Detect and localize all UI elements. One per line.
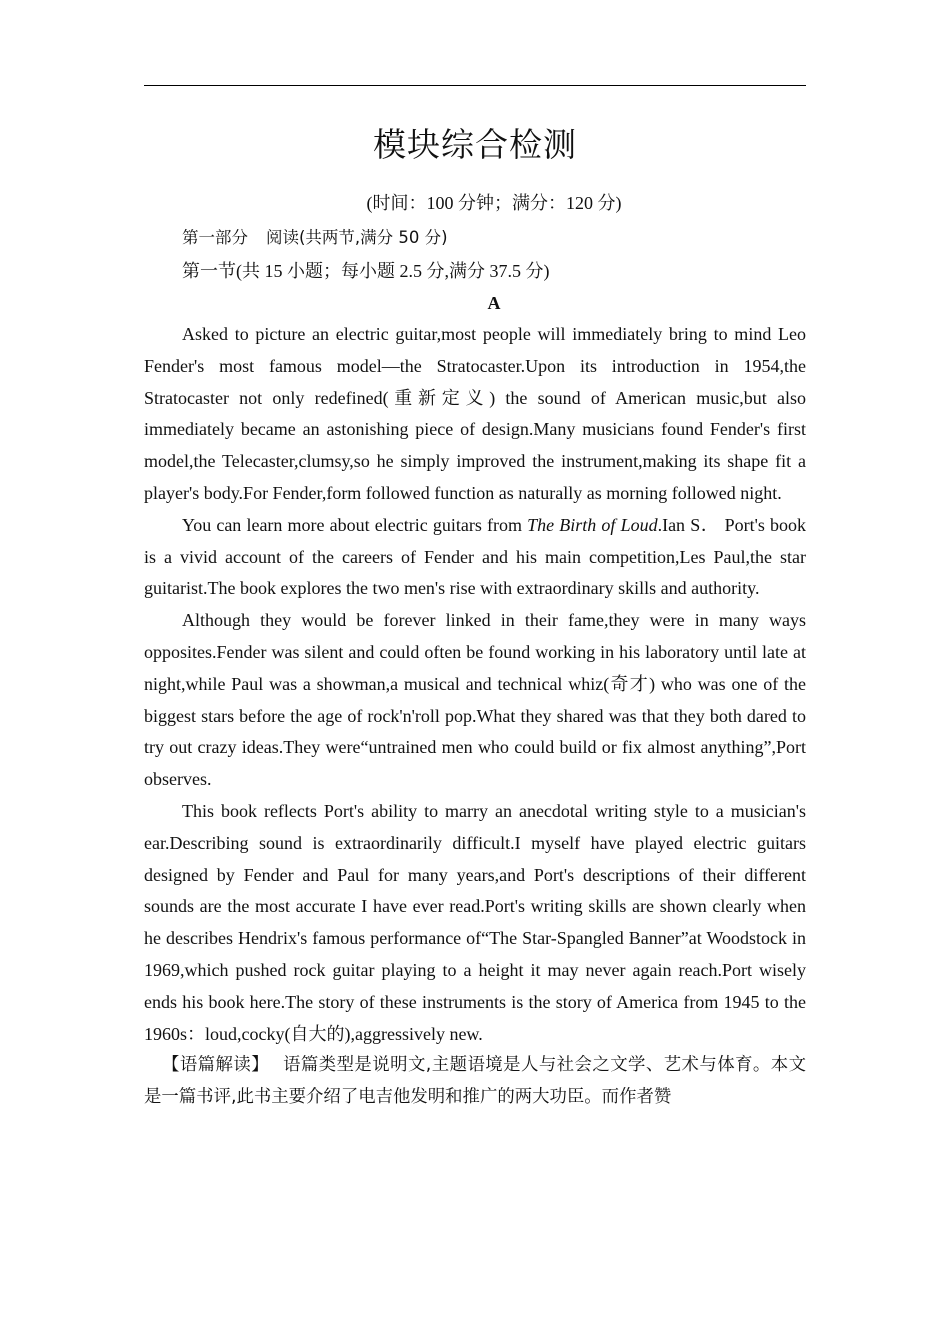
analysis-text: 语篇类型是说明文,主题语境是人与社会之文学、艺术与体育。本文是一篇书评,此书主要介绍了电吉他发明和推广的两大功臣。而作者赞 bbox=[144, 1055, 806, 1108]
passage-label: A bbox=[487, 293, 501, 313]
passage-body bbox=[144, 319, 806, 1114]
section-heading: 第一节(共 15 小题；每小题 2.5 分,满分 37.5 分) bbox=[182, 261, 550, 281]
analysis-label: 【语篇解读】 bbox=[162, 1055, 270, 1076]
header-rule bbox=[144, 85, 806, 86]
book-title: The Birth of Loud bbox=[527, 514, 658, 535]
paragraph-1: Asked to picture an electric guitar,most people will immediately bring to mind Leo Fender's most famous model—the Stratocaster.Upon its introduction in 1954,the Stratocaster not only redefined(重新定义) the sound of American music,but also immediately became an astonishing piece of design.Many musicians found Fender's first model,the Telecaster,clumsy,so he simply improved the instrument,making its shape fit a player's body.For Fender,form followed function as naturally as morning followed night. bbox=[144, 324, 806, 503]
part-number: 第一部分 bbox=[182, 228, 248, 247]
paragraph-2-after: .Ian S． Port's book is a vivid account of the careers of Fender and his main competition,Les Paul,the star guitarist.The book explores the two men's rise with extraordinary skills and authority. bbox=[144, 514, 807, 599]
paragraph-4: This book reflects Port's ability to marry an anecdotal writing style to a musician's ear.Describing sound is extraordinarily difficult.I myself have played electric guitars designed by Fender and Paul for many years,and Port's descriptions of their different sounds are the most accurate I have ever read.Port's writing skills are shown clearly when he describes Hendrix's famous performance of“The Star-Spangled Banner”at Woodstock in 1969,which pushed rock guitar playing to a height it may never again reach.Port wisely ends his book here.The story of these instruments is the story of America from 1945 to the 1960s：loud,cocky(自大的),aggressively new. bbox=[144, 800, 806, 1044]
paragraph-2-before: You can learn more about electric guitars from bbox=[182, 514, 528, 535]
passage-analysis bbox=[144, 1050, 806, 1114]
exam-time-score: (时间：100 分钟；满分：120 分) bbox=[366, 193, 622, 213]
page-title: 模块综合检测 bbox=[373, 125, 577, 164]
part-name: 阅读(共两节,满分 50 分) bbox=[266, 228, 448, 247]
paragraph-2 bbox=[144, 510, 806, 605]
paragraph-3: Although they would be forever linked in their fame,they were in many ways opposites.Fender was silent and could often be found working in his laboratory until late at night,while Paul was a showman,a musical and technical whiz(奇才) who was one of the biggest stars before the age of rock'n'roll pop.What they shared was that they both dared to try out crazy ideas.They were“untrained men who could build or fix almost anything”,Port observes. bbox=[144, 610, 806, 790]
part-heading bbox=[182, 225, 448, 251]
